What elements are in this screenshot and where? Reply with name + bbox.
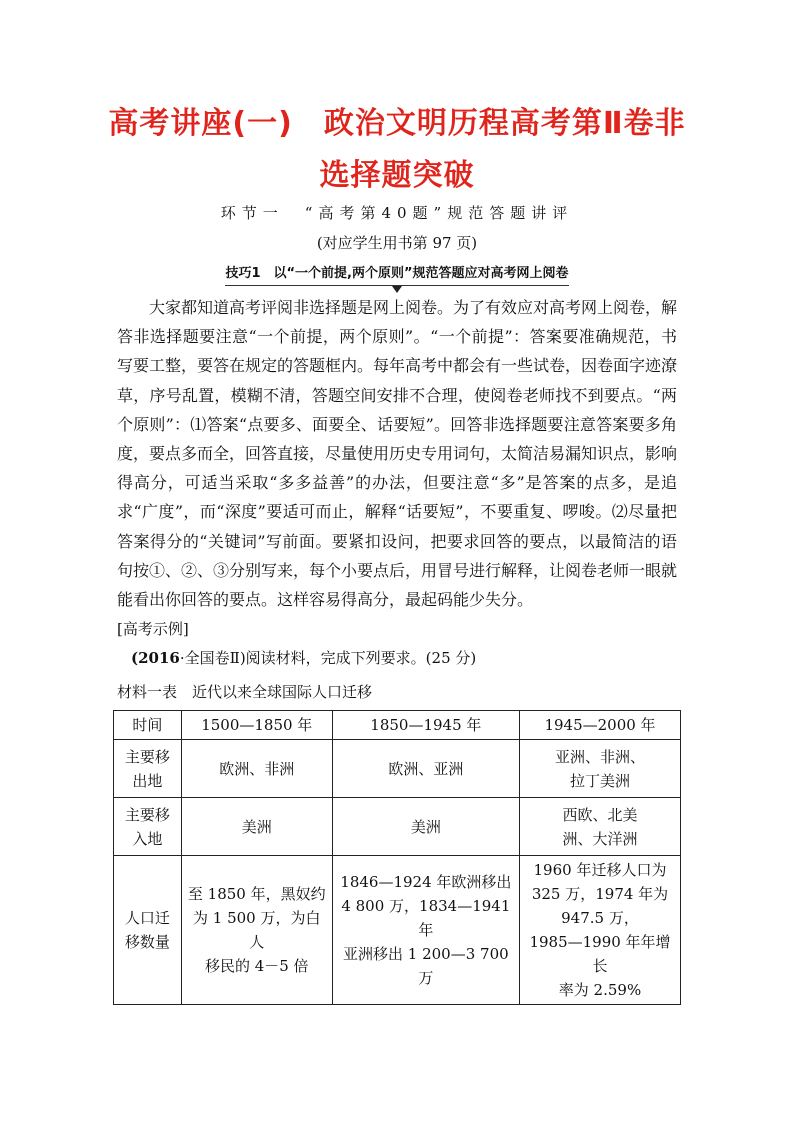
table-row — [114, 856, 681, 1005]
exam-source-text: ·全国卷Ⅱ)阅读材料，完成下列要求。(25 分) — [179, 649, 477, 667]
header-cell: 时间 — [114, 711, 182, 740]
exam-source-year: (2016 — [131, 649, 180, 667]
table-cell: 1846—1924 年欧洲移出 4 800 万，1834—1941 年 亚洲移出 1 200—3 700 万 — [332, 856, 519, 1005]
section-reference: (对应学生用书第 97 页) — [316, 234, 478, 252]
table-row — [114, 798, 681, 856]
table-cell: 美洲 — [181, 798, 332, 856]
table-cell: 亚洲、非洲、 拉丁美洲 — [520, 740, 681, 798]
row-label: 主要移 出地 — [114, 740, 182, 798]
page-title-line-2: 选择题突破 — [319, 158, 475, 193]
table-cell: 至 1850 年，黑奴约 为 1 500 万，为白人 移民的 4－5 倍 — [181, 856, 332, 1005]
section-heading: 环节一 “高考第40题”规范答题讲评 — [220, 204, 574, 222]
header-cell: 1850—1945 年 — [332, 711, 519, 740]
table-cell: 1960 年迁移人口为 325 万，1974 年为 947.5 万， 1985—1990 年年增长 率为 2.59% — [520, 856, 681, 1005]
row-label: 人口迁 移数量 — [114, 856, 182, 1005]
example-label: [高考示例] — [117, 620, 189, 638]
table-row — [114, 740, 681, 798]
table-cell: 美洲 — [332, 798, 519, 856]
page-title-line-1: 高考讲座(一) 政治文明历程高考第Ⅱ卷非 — [108, 106, 686, 141]
migration-table — [113, 710, 681, 1005]
tip-heading-container — [0, 262, 794, 286]
header-cell: 1500—1850 年 — [181, 711, 332, 740]
header-cell: 1945—2000 年 — [520, 711, 681, 740]
table-cell: 欧洲、非洲 — [181, 740, 332, 798]
table-caption: 材料一表 近代以来全球国际人口迁移 — [117, 683, 373, 701]
tip-heading-text: 技巧1 以“一个前提,两个原则”规范答题应对高考网上阅卷 — [225, 266, 569, 281]
exam-source — [131, 647, 476, 668]
table-cell: 西欧、北美 洲、大洋洲 — [520, 798, 681, 856]
triangle-marker-icon — [392, 286, 402, 293]
body-paragraph: 大家都知道高考评阅非选择题是网上阅卷。为了有效应对高考网上阅卷，解答非选择题要注意“一个前提，两个原则”。“一个前提”：答案要准确规范，书写要工整，要答在规定的答题框内。每年高考中都会有一些试卷，因卷面字迹潦草，序号乱置，模糊不清，答题空间安排不合理，使阅卷老师找不到要点。“两个原则”：⑴答案“点要多、面要全、话要短”。回答非选择题要注意答案要多角度，要点多而全，回答直接，尽量使用历史专用词句，太简洁易漏知识点，影响得高分，可适当采取“多多益善”的办法，但要注意“多”是答案的点多，是追求“广度”，而“深度”要适可而止，解释“话要短”，不要重复、啰唆。⑵尽量把答案得分的“关键词”写前面。要紧扣设问，把要求回答的要点，以最简洁的语句按①、②、③分别写来，每个小要点后，用冒号进行解释，让阅卷老师一眼就能看出你回答的要点。这样容易得高分，最起码能少失分。 — [117, 298, 678, 610]
table-cell: 欧洲、亚洲 — [332, 740, 519, 798]
row-label: 主要移 入地 — [114, 798, 182, 856]
tip-heading — [225, 262, 568, 286]
table-header-row — [114, 711, 681, 740]
